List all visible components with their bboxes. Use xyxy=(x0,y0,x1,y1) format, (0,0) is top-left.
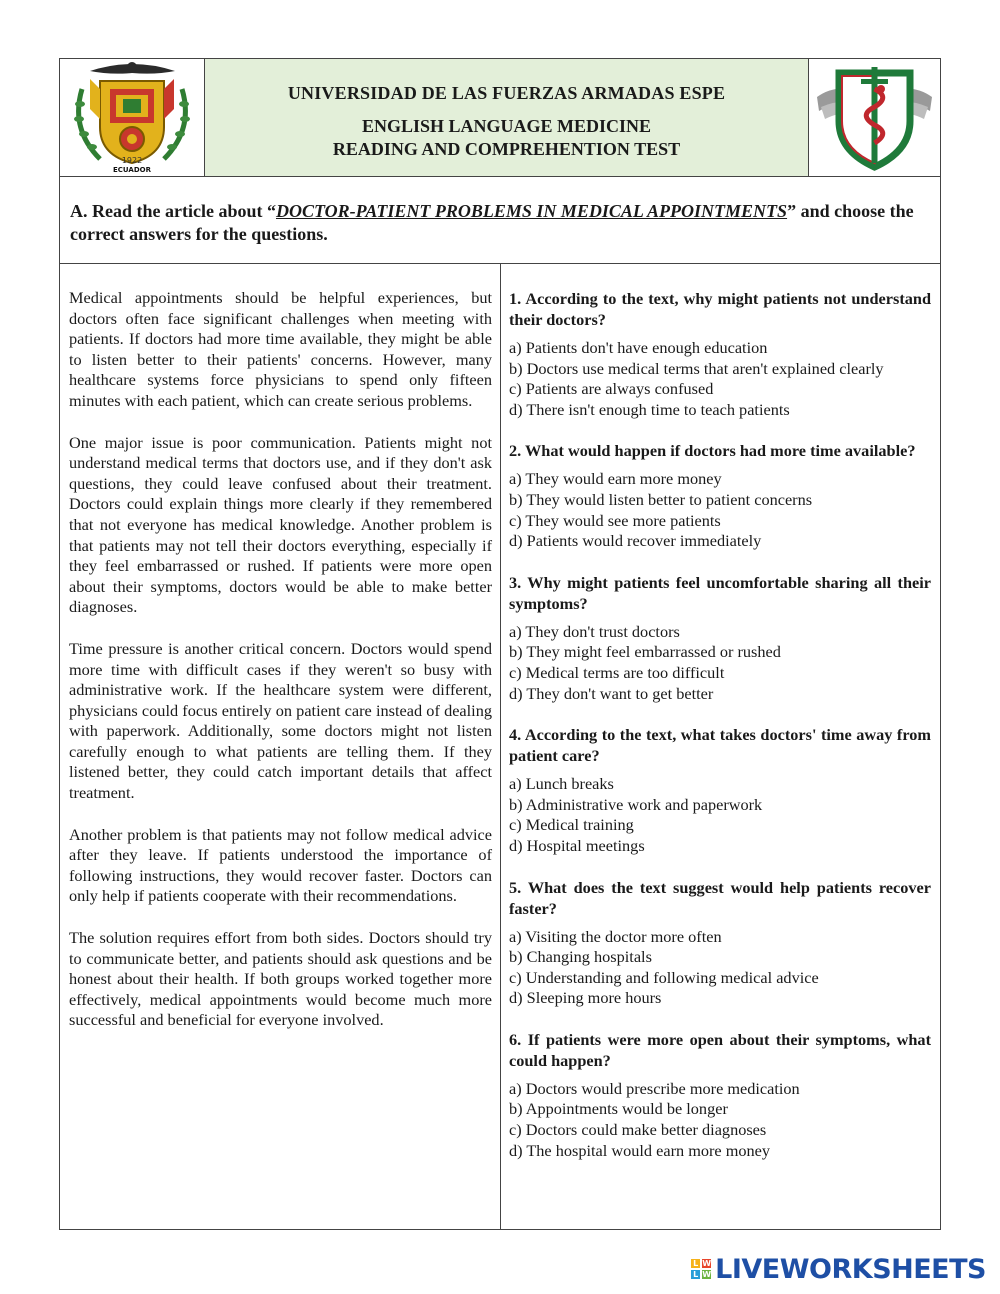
answer-option[interactable]: d) Hospital meetings xyxy=(509,835,645,855)
brand-name: LIVEWORKSHEETS xyxy=(715,1253,986,1285)
article-column xyxy=(60,264,501,1229)
medicine-shield-logo xyxy=(809,59,940,176)
answer-option[interactable]: d) Patients would recover immediately xyxy=(509,531,762,551)
instruction-suffix: ” and choose the correct answers for the questions. xyxy=(70,201,914,244)
course-name: ENGLISH LANGUAGE MEDICINE xyxy=(361,116,652,136)
answer-option[interactable]: b) Changing hospitals xyxy=(509,947,652,967)
liveworksheets-brand[interactable] xyxy=(691,1254,986,1284)
espe-crest-logo xyxy=(60,59,205,176)
questions-column xyxy=(501,264,940,1229)
crest-icon xyxy=(60,59,205,176)
answer-option[interactable]: c) Patients are always confused xyxy=(509,379,714,399)
svg-text:1922: 1922 xyxy=(121,156,143,165)
worksheet-frame xyxy=(59,58,941,1230)
answer-option[interactable]: d) The hospital would earn more money xyxy=(509,1140,771,1160)
answer-option[interactable]: a) They would earn more money xyxy=(509,469,722,489)
question-text: 1. According to the text, why might patients not understand their doctors? xyxy=(509,289,931,329)
question-6 xyxy=(509,1029,931,1161)
answer-option[interactable]: a) Visiting the doctor more often xyxy=(509,926,722,946)
question-text: 5. What does the text suggest would help patients recover faster? xyxy=(509,877,931,918)
svg-text:ECUADOR: ECUADOR xyxy=(113,166,151,174)
instruction-prefix: A. Read the article about “ xyxy=(70,201,276,221)
article-paragraph: One major issue is poor communication. Patients might not understand medical terms that doctors use, and if they don't ask questions, they could leave confused about their treatment. Doctors could explain things more clearly if they remembered that not everyone has medical knowledge. Another problem is that patients may not tell their doctors everything, especially if they feel embarrassed or rushed. If patients were more open about their symptoms, doctors would be able to make better diagnoses. xyxy=(69,432,492,617)
header-band xyxy=(60,59,940,177)
question-text: 3. Why might patients feel uncomfortable sharing all their symptoms? xyxy=(509,572,931,613)
answer-option[interactable]: b) Administrative work and paperwork xyxy=(509,794,763,814)
liveworksheets-logo-icon: L W L W xyxy=(693,1259,712,1279)
question-2 xyxy=(509,440,931,551)
answer-option[interactable]: c) Medical training xyxy=(509,815,634,835)
answer-option[interactable]: b) They might feel embarrassed or rushed xyxy=(509,642,781,662)
header-title-block xyxy=(205,59,809,176)
answer-option[interactable]: b) Appointments would be longer xyxy=(509,1099,728,1119)
answer-option[interactable]: c) Understanding and following medical advice xyxy=(509,967,819,987)
question-4 xyxy=(509,724,931,856)
answer-option[interactable]: d) There isn't enough time to teach patients xyxy=(509,399,790,419)
answer-option[interactable]: b) They would listen better to patient concerns xyxy=(509,489,813,509)
question-text: 4. According to the text, what takes doctors' time away from patient care? xyxy=(509,725,931,766)
question-text: 2. What would happen if doctors had more time available? xyxy=(509,441,916,461)
test-title: READING AND COMPREHENTION TEST xyxy=(332,139,681,159)
answer-option[interactable]: a) They don't trust doctors xyxy=(509,621,680,641)
article-paragraph: Another problem is that patients may not follow medical advice after they leave. If patients understood the importance of following instructions, they would recover faster. Doctors can only help if patients cooperate with their recommendations. xyxy=(69,824,492,906)
answer-option[interactable]: a) Patients don't have enough education xyxy=(509,338,768,357)
answer-option[interactable]: c) Medical terms are too difficult xyxy=(509,662,725,682)
question-5 xyxy=(509,877,931,1009)
university-name: UNIVERSIDAD DE LAS FUERZAS ARMADAS ESPE xyxy=(287,83,726,103)
instruction-text xyxy=(60,176,940,264)
question-text: 6. If patients were more open about their symptoms, what could happen? xyxy=(509,1029,931,1070)
answer-option[interactable]: d) Sleeping more hours xyxy=(509,988,662,1008)
answer-option[interactable]: b) Doctors use medical terms that aren't explained clearly xyxy=(509,358,884,378)
answer-option[interactable]: a) Doctors would prescribe more medication xyxy=(509,1078,800,1098)
article-paragraph: Medical appointments should be helpful experiences, but doctors often face significant challenges when meeting with patients. If doctors had more time available, they might be able to listen better to their patients' concerns. However, many healthcare systems force physicians to spend only fifteen minutes with each patient, which can create serious problems. xyxy=(69,288,492,410)
answer-option[interactable]: d) They don't want to get better xyxy=(509,683,714,703)
article-paragraph: Time pressure is another critical concern. Doctors would spend more time with difficult cases if they weren't so busy with administrative work. If the healthcare system were different, physicians could focus entirely on patient care instead of dealing with paperwork. Additionally, some doctors might not listen carefully enough to what patients are telling them. If they listened better, they could catch important details that affect treatment. xyxy=(69,638,492,803)
answer-option[interactable]: c) Doctors could make better diagnoses xyxy=(509,1120,767,1140)
article-topic: DOCTOR-PATIENT PROBLEMS IN MEDICAL APPOINTMENTS xyxy=(275,201,788,221)
answer-option[interactable]: a) Lunch breaks xyxy=(509,774,614,794)
question-3 xyxy=(509,572,931,704)
caduceus-shield-icon xyxy=(809,59,940,176)
answer-option[interactable]: c) They would see more patients xyxy=(509,510,721,530)
article-paragraph: The solution requires effort from both sides. Doctors should try to communicate better, and patients should ask questions and be honest about their health. If both groups worked together more effectively, medical appointments would become much more successful and beneficial for everyone involved. xyxy=(69,928,492,1030)
question-1 xyxy=(509,288,931,420)
